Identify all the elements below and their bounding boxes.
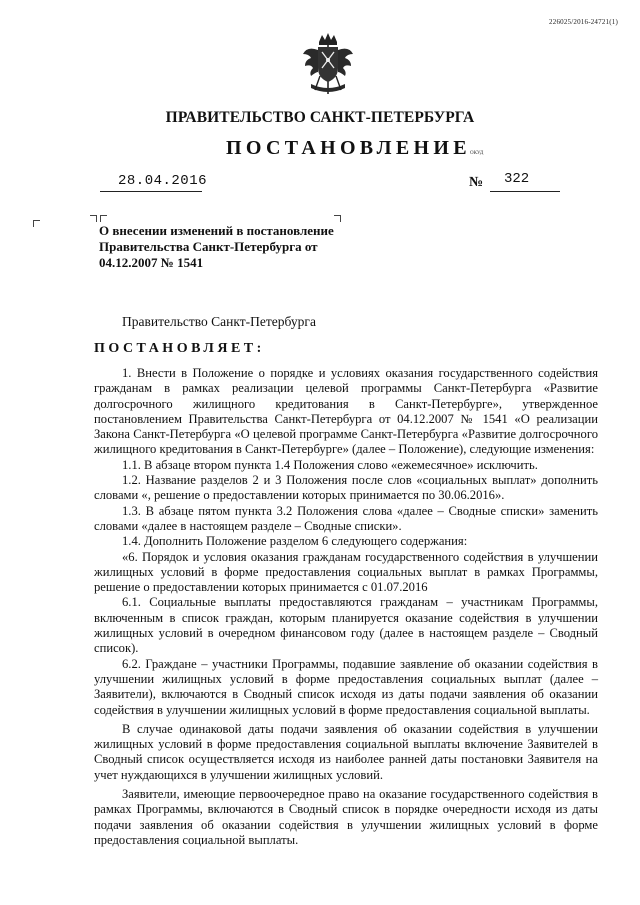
body-paragraph: 1. Внести в Положение о порядке и условиях оказания государственного содействия гражданам в рамках реализации целевой программы Санкт-Петербурга «Развитие долгосрочного жилищного кредитования в Санкт-Петербурге», утвержденное постановлением Правительства Санкт-Петербурга от 04.12.2007 № 1541 «О реализации Закона Санкт-Петербурга «О целевой программе Санкт-Петербурга «Развитие долгосрочного жилищного кредитования в Санкт-Петербурге» (далее – Положение), следующие изменения:	[94, 366, 598, 457]
number-label: №	[469, 175, 484, 190]
okud-label: ОКУД	[470, 151, 484, 156]
issuing-body: Правительство Санкт-Петербурга	[122, 314, 316, 329]
body-paragraph: «6. Порядок и условия оказания гражданам государственного содействия в улучшении жилищных условий в форме предоставления социальных выплат в рамках Программы, решение о предоставлении которых принимается с 01.07.2016	[94, 549, 598, 595]
body-paragraph: 1.4. Дополнить Положение разделом 6 следующего содержания:	[122, 534, 468, 549]
resolves-heading: ПОСТАНОВЛЯЕТ:	[94, 341, 265, 356]
body-paragraph: Заявители, имеющие первоочередное право на оказание государственного содействия в рамках Программы, включаются в Сводный список в порядке очередности исходя из даты подачи заявления об оказании содействия в улучшении жилищных условий в форме предоставления социальной выплаты.	[94, 787, 598, 847]
body-paragraph: 6.2. Граждане – участники Программы, подавшие заявление об оказании содействия в улучшении жилищных условий в форме предоставления социальных выплат (далее – Заявители), включаются в Сводный список исходя из даты подачи заявления об оказании содействия в улучшении жилищных условий в форме предоставления социальной выплаты.	[94, 656, 598, 717]
body-paragraph: 1.1. В абзаце втором пункта 1.4 Положения слово «ежемесячное» исключить.	[122, 457, 538, 472]
subject-corner-mark	[100, 215, 107, 222]
margin-corner-mark	[90, 215, 97, 222]
body-paragraph: 1.3. В абзаце пятом пункта 3.2 Положения слова «далее – Сводные списки» заменить словами «далее в настоящем разделе – Сводные списки».	[94, 503, 598, 533]
registration-number: 226025/2016-24721(1)	[549, 18, 618, 26]
coat-of-arms-icon	[299, 32, 357, 98]
document-date: 28.04.2016	[118, 173, 208, 189]
date-underline	[100, 191, 202, 192]
body-paragraph: 1.2. Название разделов 2 и 3 Положения после слов «социальных выплат» дополнить словами «, решение о предоставлении которых принимается по 30.06.2016».	[94, 473, 598, 503]
margin-corner-mark	[33, 220, 40, 227]
number-underline	[490, 191, 560, 192]
body-paragraph: В случае одинаковой даты подачи заявления об оказании содействия в улучшении жилищных условий в форме предоставления социальной выплаты включение Заявителей в Сводный список осуществляется исходя из наиболее ранней даты постановки Заявителя на учет нуждающихся в улучшении жилищных условий.	[94, 721, 598, 782]
document-type-title: ПОСТАНОВЛЕНИЕ	[226, 137, 471, 159]
issuer-title: ПРАВИТЕЛЬСТВО САНКТ-ПЕТЕРБУРГА	[165, 109, 475, 126]
document-subject: О внесении изменений в постановление Правительства Санкт-Петербурга от 04.12.2007 № 1541	[99, 223, 334, 270]
subject-corner-mark	[334, 215, 341, 222]
document-body	[94, 366, 598, 848]
body-paragraph: 6.1. Социальные выплаты предоставляются гражданам – участникам Программы, включенным в список граждан, которым планируется оказание содействия в улучшении жилищных условий в очередном финансовом году (далее в настоящем разделе – Сводный список).	[94, 595, 598, 656]
document-number: 322	[504, 171, 530, 187]
